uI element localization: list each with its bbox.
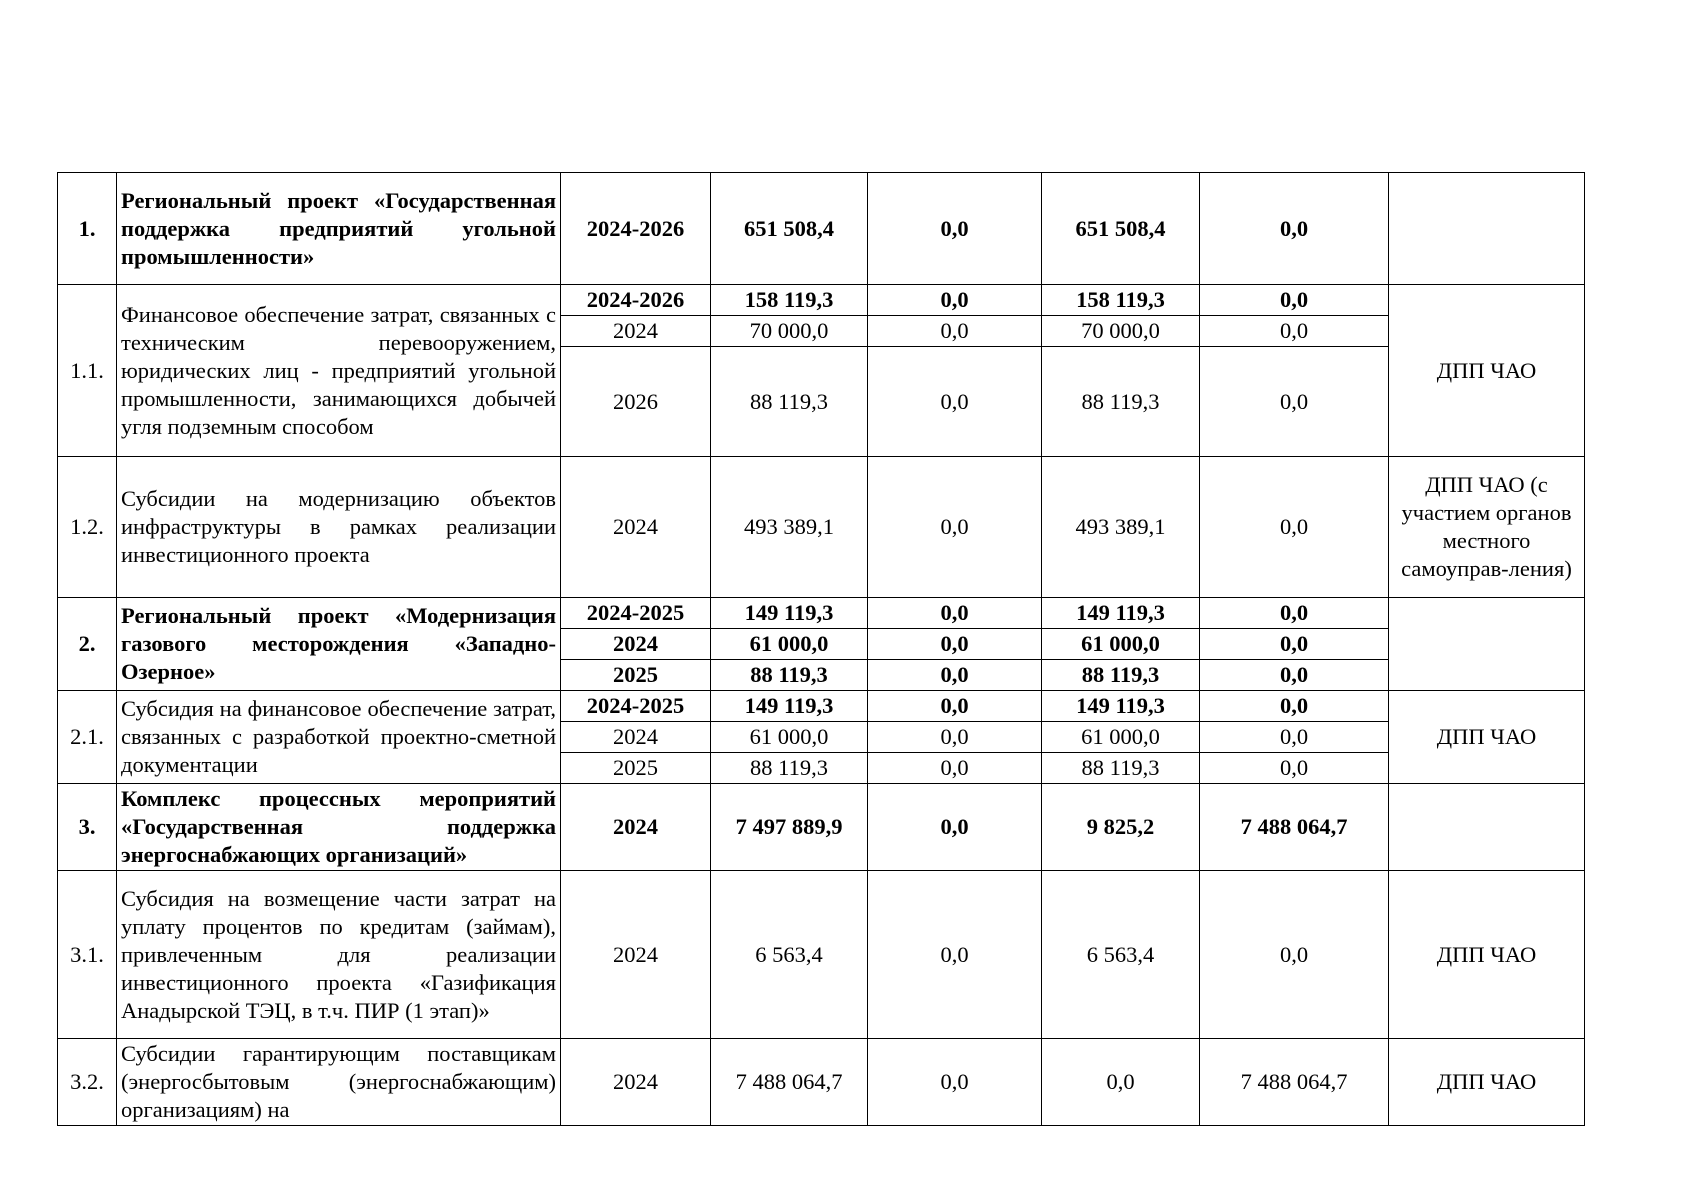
regional-value: 149 119,3 bbox=[1042, 598, 1200, 629]
federal-value: 0,0 bbox=[868, 722, 1042, 753]
item-name: Финансовое обеспечение затрат, связанных с техническим перевооружением, юридических лиц - предприятий угольной промышленности, занимающихся добычей угля подземным способом bbox=[117, 285, 561, 457]
regional-value: 88 119,3 bbox=[1042, 753, 1200, 784]
period-cell: 2024 bbox=[561, 457, 711, 598]
other-value: 0,0 bbox=[1200, 285, 1389, 316]
period-cell: 2026 bbox=[561, 347, 711, 457]
total-value: 158 119,3 bbox=[711, 285, 868, 316]
regional-value: 0,0 bbox=[1042, 1039, 1200, 1126]
item-number: 3.2. bbox=[58, 1039, 117, 1126]
other-value: 7 488 064,7 bbox=[1200, 784, 1389, 871]
item-number: 2.1. bbox=[58, 691, 117, 784]
table-row bbox=[58, 457, 1585, 598]
federal-value: 0,0 bbox=[868, 691, 1042, 722]
other-value: 0,0 bbox=[1200, 629, 1389, 660]
other-value: 0,0 bbox=[1200, 871, 1389, 1039]
federal-value: 0,0 bbox=[868, 629, 1042, 660]
executor-cell: ДПП ЧАО (с участием органов местного самоуправ-ления) bbox=[1389, 457, 1585, 598]
period-cell: 2024 bbox=[561, 629, 711, 660]
other-value: 0,0 bbox=[1200, 457, 1389, 598]
executor-cell bbox=[1389, 784, 1585, 871]
other-value: 0,0 bbox=[1200, 753, 1389, 784]
executor-cell: ДПП ЧАО bbox=[1389, 691, 1585, 784]
budget-table bbox=[57, 172, 1585, 1126]
period-cell: 2024 bbox=[561, 784, 711, 871]
period-cell: 2024-2026 bbox=[561, 173, 711, 285]
item-name: Субсидии на модернизацию объектов инфраструктуры в рамках реализации инвестиционного проекта bbox=[117, 457, 561, 598]
federal-value: 0,0 bbox=[868, 285, 1042, 316]
federal-value: 0,0 bbox=[868, 753, 1042, 784]
regional-value: 493 389,1 bbox=[1042, 457, 1200, 598]
period-cell: 2025 bbox=[561, 660, 711, 691]
federal-value: 0,0 bbox=[868, 784, 1042, 871]
period-cell: 2024 bbox=[561, 316, 711, 347]
other-value: 0,0 bbox=[1200, 598, 1389, 629]
federal-value: 0,0 bbox=[868, 660, 1042, 691]
period-cell: 2024 bbox=[561, 722, 711, 753]
federal-value: 0,0 bbox=[868, 871, 1042, 1039]
total-value: 61 000,0 bbox=[711, 722, 868, 753]
total-value: 70 000,0 bbox=[711, 316, 868, 347]
executor-cell: ДПП ЧАО bbox=[1389, 285, 1585, 457]
item-number: 3. bbox=[58, 784, 117, 871]
period-cell: 2025 bbox=[561, 753, 711, 784]
table-row bbox=[58, 691, 1585, 722]
federal-value: 0,0 bbox=[868, 598, 1042, 629]
period-cell: 2024-2026 bbox=[561, 285, 711, 316]
total-value: 7 497 889,9 bbox=[711, 784, 868, 871]
table-row bbox=[58, 173, 1585, 285]
total-value: 88 119,3 bbox=[711, 347, 868, 457]
other-value: 0,0 bbox=[1200, 722, 1389, 753]
total-value: 7 488 064,7 bbox=[711, 1039, 868, 1126]
regional-value: 9 825,2 bbox=[1042, 784, 1200, 871]
item-number: 2. bbox=[58, 598, 117, 691]
federal-value: 0,0 bbox=[868, 347, 1042, 457]
regional-value: 651 508,4 bbox=[1042, 173, 1200, 285]
executor-cell: ДПП ЧАО bbox=[1389, 871, 1585, 1039]
regional-value: 158 119,3 bbox=[1042, 285, 1200, 316]
total-value: 493 389,1 bbox=[711, 457, 868, 598]
period-cell: 2024-2025 bbox=[561, 598, 711, 629]
period-cell: 2024-2025 bbox=[561, 691, 711, 722]
total-value: 61 000,0 bbox=[711, 629, 868, 660]
total-value: 88 119,3 bbox=[711, 660, 868, 691]
period-cell: 2024 bbox=[561, 871, 711, 1039]
regional-value: 149 119,3 bbox=[1042, 691, 1200, 722]
total-value: 149 119,3 bbox=[711, 691, 868, 722]
executor-cell bbox=[1389, 598, 1585, 691]
regional-value: 88 119,3 bbox=[1042, 347, 1200, 457]
total-value: 651 508,4 bbox=[711, 173, 868, 285]
federal-value: 0,0 bbox=[868, 457, 1042, 598]
item-number: 1.2. bbox=[58, 457, 117, 598]
table-body bbox=[58, 173, 1585, 1126]
regional-value: 88 119,3 bbox=[1042, 660, 1200, 691]
executor-cell: ДПП ЧАО bbox=[1389, 1039, 1585, 1126]
regional-value: 61 000,0 bbox=[1042, 629, 1200, 660]
other-value: 0,0 bbox=[1200, 347, 1389, 457]
total-value: 88 119,3 bbox=[711, 753, 868, 784]
period-cell: 2024 bbox=[561, 1039, 711, 1126]
total-value: 149 119,3 bbox=[711, 598, 868, 629]
federal-value: 0,0 bbox=[868, 173, 1042, 285]
other-value: 0,0 bbox=[1200, 316, 1389, 347]
table-row bbox=[58, 871, 1585, 1039]
item-name: Субсидия на финансовое обеспечение затрат, связанных с разработкой проектно-сметной документации bbox=[117, 691, 561, 784]
table-row bbox=[58, 598, 1585, 629]
regional-value: 6 563,4 bbox=[1042, 871, 1200, 1039]
item-number: 3.1. bbox=[58, 871, 117, 1039]
item-number: 1.1. bbox=[58, 285, 117, 457]
item-number: 1. bbox=[58, 173, 117, 285]
table-row bbox=[58, 285, 1585, 316]
item-name: Комплекс процессных мероприятий «Государственная поддержка энергоснабжающих организаций» bbox=[117, 784, 561, 871]
other-value: 0,0 bbox=[1200, 691, 1389, 722]
item-name: Субсидия на возмещение части затрат на уплату процентов по кредитам (займам), привлеченным для реализации инвестиционного проекта «Газификация Анадырской ТЭЦ, в т.ч. ПИР (1 этап)» bbox=[117, 871, 561, 1039]
executor-cell bbox=[1389, 173, 1585, 285]
federal-value: 0,0 bbox=[868, 1039, 1042, 1126]
other-value: 0,0 bbox=[1200, 173, 1389, 285]
total-value: 6 563,4 bbox=[711, 871, 868, 1039]
other-value: 0,0 bbox=[1200, 660, 1389, 691]
other-value: 7 488 064,7 bbox=[1200, 1039, 1389, 1126]
regional-value: 70 000,0 bbox=[1042, 316, 1200, 347]
table-row bbox=[58, 784, 1585, 871]
regional-value: 61 000,0 bbox=[1042, 722, 1200, 753]
item-name: Субсидии гарантирующим поставщикам (энергосбытовым (энергоснабжающим) организациям) на bbox=[117, 1039, 561, 1126]
table-row bbox=[58, 1039, 1585, 1126]
item-name: Региональный проект «Модернизация газового месторождения «Западно-Озерное» bbox=[117, 598, 561, 691]
item-name: Региональный проект «Государственная поддержка предприятий угольной промышленности» bbox=[117, 173, 561, 285]
federal-value: 0,0 bbox=[868, 316, 1042, 347]
